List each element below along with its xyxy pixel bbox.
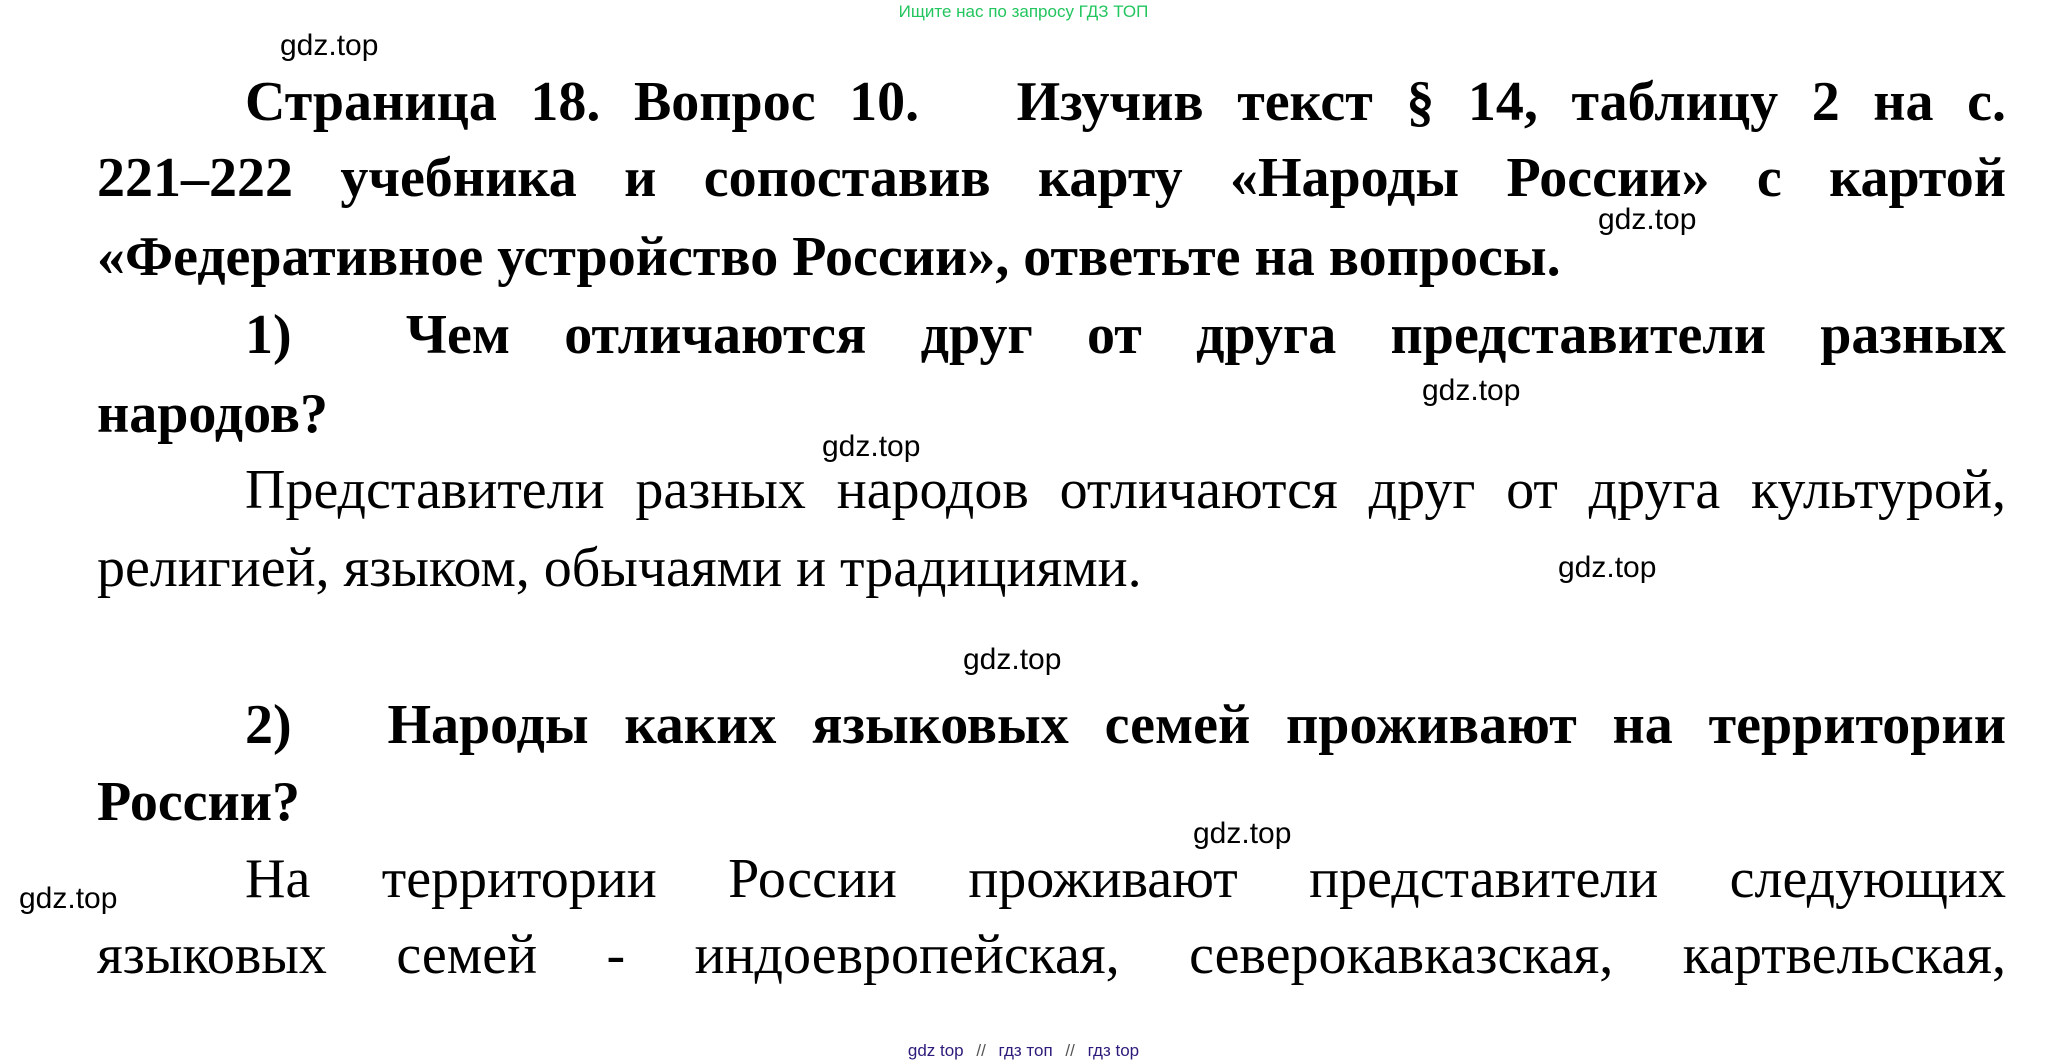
word: Чем <box>405 304 511 366</box>
watermark-1: gdz.top <box>280 29 379 62</box>
word: картвельская, <box>1682 924 2006 986</box>
word: Страница <box>245 71 497 133</box>
word: «Народы <box>1229 147 1460 209</box>
word: § <box>1406 71 1435 133</box>
word: Представители <box>245 459 605 521</box>
footer-link-gdz-top[interactable]: gdz top <box>907 1041 964 1060</box>
answer-1-line-2: религией, языком, обычаями и традициями. <box>97 537 1142 599</box>
word: народов <box>836 459 1029 521</box>
word: друг <box>1368 459 1476 521</box>
footer-separator: // <box>1065 1041 1075 1060</box>
word: от <box>1506 459 1558 521</box>
word: России <box>728 848 897 910</box>
watermark-4: gdz.top <box>822 430 921 463</box>
word: - <box>606 924 626 986</box>
word: друг <box>920 304 1033 366</box>
answer-1-line-1 <box>97 455 2006 525</box>
word: друга <box>1196 304 1337 366</box>
word: территории <box>381 848 657 910</box>
watermark-5: gdz.top <box>1558 551 1657 584</box>
word: культурой, <box>1750 459 2006 521</box>
question-2-line-2: России? <box>97 771 301 833</box>
answer-2-line-1 <box>97 844 2006 914</box>
word: разных <box>1820 304 2006 366</box>
watermark-7: gdz.top <box>1193 817 1292 850</box>
word: разных <box>635 459 806 521</box>
question-2-line-1 <box>97 690 2006 760</box>
word: друга <box>1588 459 1721 521</box>
word: На <box>245 848 311 910</box>
question-1-line-1 <box>97 300 2006 370</box>
word: таблицу <box>1571 71 1779 133</box>
word: языковых <box>97 924 327 986</box>
task-heading-line-1 <box>97 67 2006 137</box>
word: текст <box>1237 71 1373 133</box>
word: России» <box>1506 147 1710 209</box>
word: языковых <box>812 694 1069 756</box>
footer-link-gdz-top-ru[interactable]: гдз топ <box>998 1041 1053 1060</box>
word: от <box>1087 304 1142 366</box>
word: отличаются <box>564 304 867 366</box>
word: учебника <box>340 147 577 209</box>
word: территории <box>1708 694 2006 756</box>
word: представители <box>1309 848 1659 910</box>
word: сопоставив <box>703 147 991 209</box>
word: Народы <box>387 694 589 756</box>
footer-link-gdz-top-mixed[interactable]: гдз top <box>1087 1041 1140 1060</box>
word: 14, <box>1467 71 1538 133</box>
word: с <box>1756 147 1782 209</box>
question-1-line-2: народов? <box>97 383 328 445</box>
footer-separator: // <box>976 1041 986 1060</box>
word: следующих <box>1729 848 2006 910</box>
word: 221–222 <box>97 147 293 209</box>
word: семей <box>1104 694 1251 756</box>
question-2-number: 2) <box>245 694 292 756</box>
word: 18. <box>530 71 601 133</box>
task-heading-line-3: «Федеративное устройство России», ответьте на вопросы. <box>97 226 1561 288</box>
word: проживают <box>968 848 1238 910</box>
word: каких <box>624 694 777 756</box>
watermark-8: gdz.top <box>19 882 118 915</box>
word: семей <box>396 924 538 986</box>
question-1-number: 1) <box>245 304 292 366</box>
word: с. <box>1967 71 2006 133</box>
word: проживают <box>1286 694 1577 756</box>
footer-links <box>0 1041 2047 1061</box>
word: Вопрос <box>633 71 816 133</box>
word: и <box>624 147 657 209</box>
word: представители <box>1390 304 1766 366</box>
word: картой <box>1829 147 2006 209</box>
watermark-2: gdz.top <box>1598 203 1697 236</box>
word: 10. <box>849 71 920 133</box>
watermark-6: gdz.top <box>963 643 1062 676</box>
word: отличаются <box>1059 459 1338 521</box>
word: северокавказская, <box>1189 924 1614 986</box>
word: индоевропейская, <box>694 924 1120 986</box>
task-heading-line-2 <box>97 143 2006 213</box>
top-banner-link[interactable]: Ищите нас по запросу ГДЗ ТОП <box>898 2 1149 21</box>
word: на <box>1612 694 1673 756</box>
word: на <box>1873 71 1934 133</box>
word: 2 <box>1811 71 1840 133</box>
word: карту <box>1038 147 1183 209</box>
answer-2-line-2 <box>97 920 2006 990</box>
word: Изучив <box>1016 71 1204 133</box>
watermark-3: gdz.top <box>1422 374 1521 407</box>
